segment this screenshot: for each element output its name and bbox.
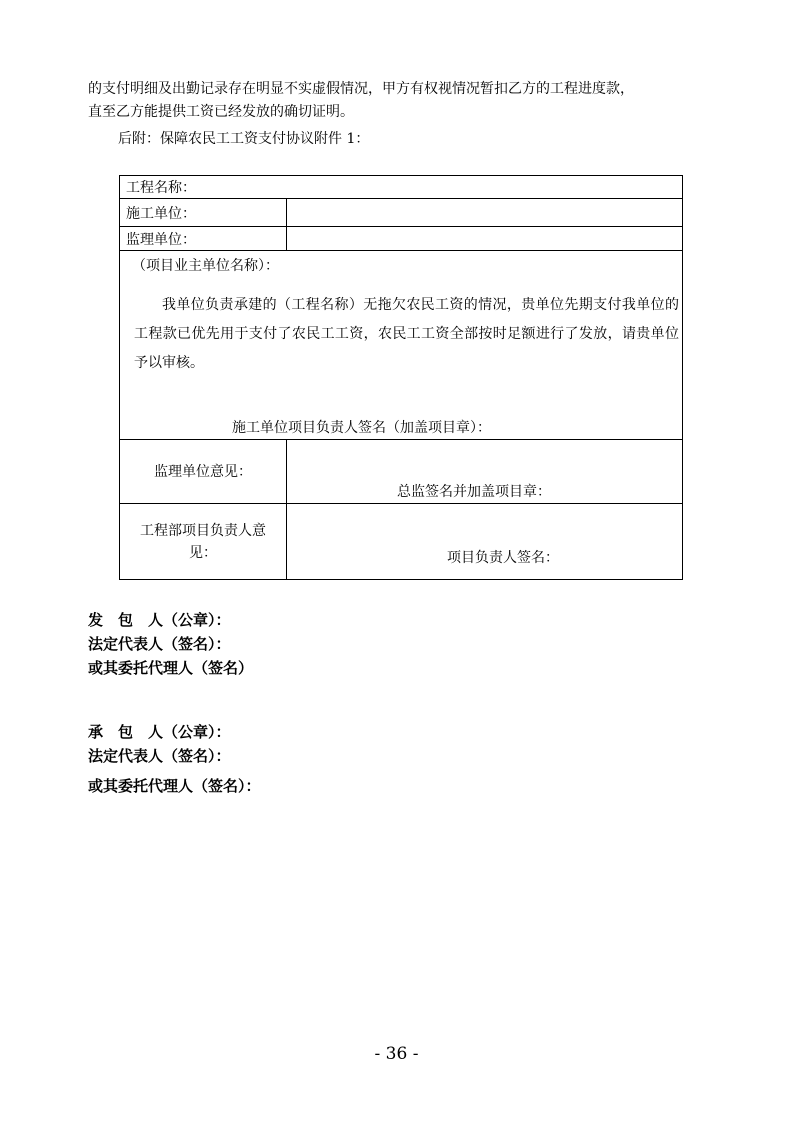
addressee: （项目业主单位名称）：: [132, 258, 279, 274]
contractor-seal: 承 包 人（公章）：: [88, 723, 231, 741]
construction-unit-value: [287, 199, 683, 227]
employer-seal: 发 包 人（公章）：: [88, 611, 231, 629]
project-name-cell: [120, 176, 683, 199]
intro-line-2: 直至乙方能提供工资已经发放的确切证明。: [88, 104, 354, 120]
project-name-label: 工程名称：: [126, 180, 196, 196]
employer-agent: 或其委托代理人（签名）: [88, 659, 254, 677]
construction-signature-label: 施工单位项目负责人签名（加盖项目章）：: [232, 420, 491, 436]
engineering-opinion-label-line2: 见：: [189, 544, 217, 561]
supervision-opinion-label: 监理单位意见：: [120, 440, 287, 504]
attachment-note: 后附：保障农民工工资支付协议附件 1：: [118, 131, 370, 147]
supervision-unit-label: 监理单位：: [120, 227, 287, 251]
engineering-opinion-label-line1: 工程部项目负责人意: [140, 522, 266, 539]
supervision-unit-value: [287, 227, 683, 251]
contractor-agent: 或其委托代理人（签名）：: [88, 777, 261, 795]
engineering-opinion-label: [120, 504, 287, 580]
intro-line-1: 的支付明细及出勤记录存在明显不实虚假情况，甲方有权视情况暂扣乙方的工程进度款，: [88, 81, 634, 97]
contractor-representative: 法定代表人（签名）：: [88, 747, 231, 765]
engineering-opinion-cell: [287, 504, 683, 580]
engineering-signature-label: 项目负责人签名：: [447, 550, 559, 566]
construction-unit-label: 施工单位：: [120, 199, 287, 227]
wage-payment-form: [119, 175, 683, 580]
page-number: - 36 -: [374, 1044, 419, 1064]
employer-representative: 法定代表人（签名）：: [88, 635, 231, 653]
declaration-cell: [120, 251, 683, 440]
declaration-text: 我单位负责承建的（工程名称）无拖欠农民工资的情况，贵单位先期支付我单位的工程款已优先用于支付了农民工工资，农民工工资全部按时足额进行了发放，请贵单位予以审核。: [134, 297, 679, 371]
supervision-signature-label: 总监签名并加盖项目章：: [397, 484, 551, 500]
supervision-opinion-cell: [287, 440, 683, 504]
